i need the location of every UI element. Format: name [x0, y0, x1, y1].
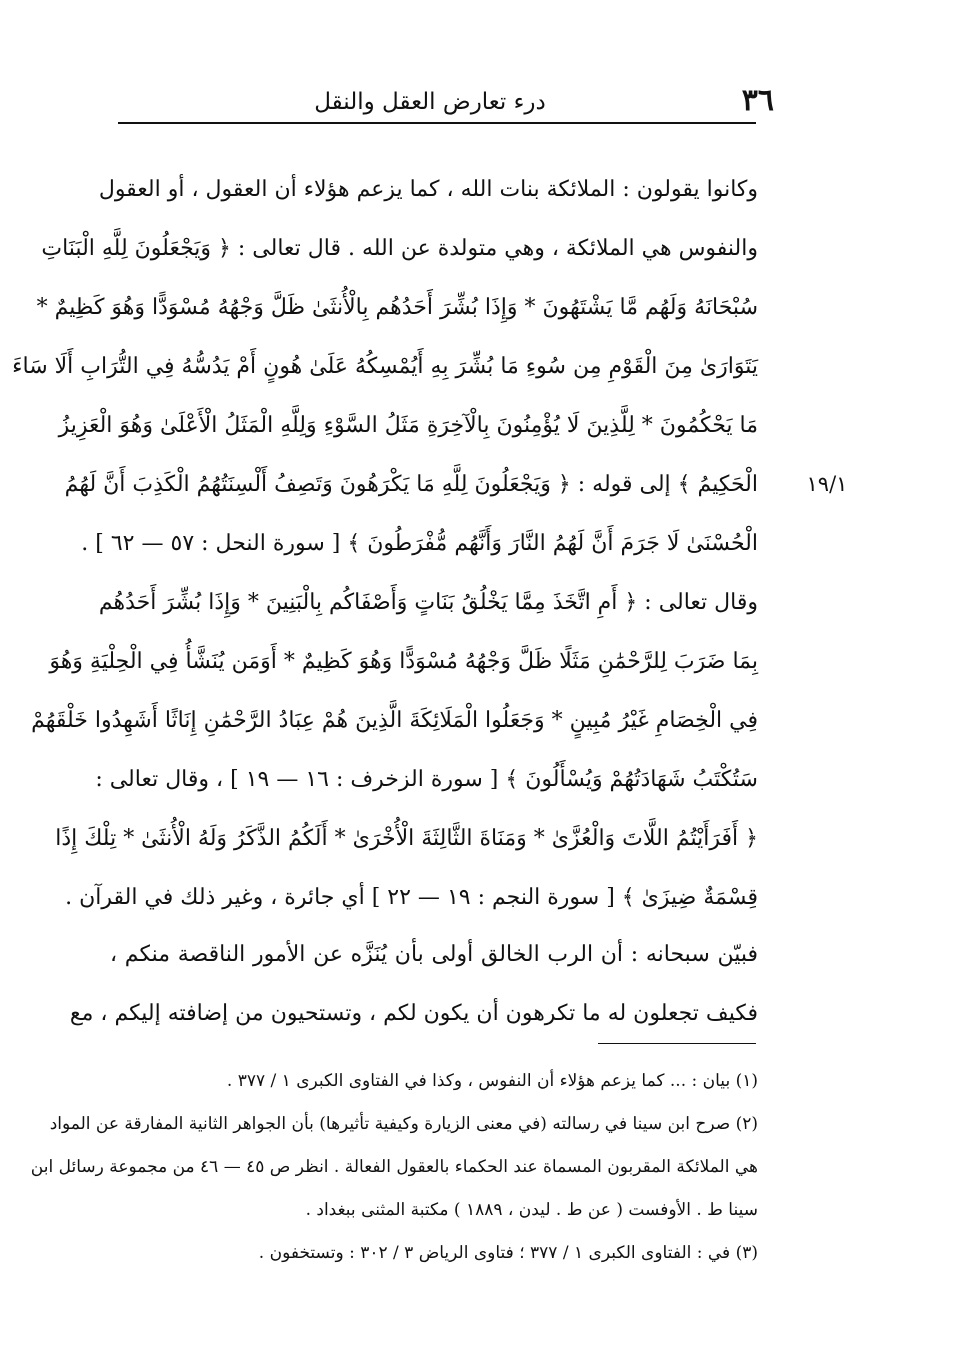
text-line: فكيف تجعلون له ما تكرهون أن يكون لكم ، وتستحيون من إضافته إليكم ، مع	[69, 1001, 758, 1026]
text-line: الْحَكِيمُ ﴾ إلى قوله : ﴿ وَيَجْعَلُونَ لِلَّهِ مَا يَكْرَهُونَ وَتَصِفُ أَلْسِنَتُهُمُ الْكَذِبَ أَنَّ لَهُمُ	[64, 472, 758, 497]
footnote-line: (٢) صرح ابن سينا في رسالته (في معنى الزيارة وكيفية تأثيرها) بأن الجواهر الثانية المفارقة عن المواد	[49, 1114, 758, 1134]
text-line: مَا يَحْكُمُونَ * لِلَّذِينَ لَا يُؤْمِنُونَ بِالْآخِرَةِ مَثَلُ السَّوْءِ وَلِلَّهِ الْمَثَلُ الْأَعْلَىٰ وَهُوَ الْعَزِيزُ	[58, 413, 758, 438]
footnote-line: سينا ط . الأوفست ( عن ط . ليدن ، ١٨٨٩ ) مكتبة المثنى ببغداد .	[305, 1200, 758, 1220]
footnotes	[30, 1060, 758, 1275]
running-title: درء تعارض العقل والنقل	[314, 89, 546, 115]
text-line: ﴿ أَفَرَأَيْتُمُ اللَّاتَ وَالْعُزَّىٰ * وَمَنَاةَ الثَّالِثَةَ الْأُخْرَىٰ * أَلَكُمُ الذَّكَرُ وَلَهُ الْأُنثَىٰ * تِلْكَ إِذًا	[55, 826, 758, 851]
text-line: سَتُكْتَبُ شَهَادَتُهُمْ وَيُسْأَلُونَ ﴾ [ سورة الزخرف : ١٦ — ١٩ ] ، وقال تعالى :	[95, 767, 758, 792]
text-line: فِي الْخِصَامِ غَيْرُ مُبِينٍ * وَجَعَلُوا الْمَلَائِكَةَ الَّذِينَ هُمْ عِبَادُ الرَّحْمَٰنِ إِنَاثًا أَشَهِدُوا خَلْقَهُمْ	[31, 708, 758, 733]
text-line: قِسْمَةٌ ضِيزَىٰ ﴾ [ سورة النجم : ١٩ — ٢٢ ] أي جائرة ، وغير ذلك في القرآن .	[65, 885, 758, 910]
main-paragraph	[12, 160, 758, 927]
text-line: وقال تعالى : ﴿ أَمِ اتَّخَذَ مِمَّا يَخْلُقُ بَنَاتٍ وَأَصْفَاكُم بِالْبَنِينَ * وَإِذَا بُشِّرَ أَحَدُهُم	[98, 590, 758, 615]
text-line: فبيّن سبحانه : أن الرب الخالق أولى بأن يُنَزَّه عن الأمور الناقصة منكم ،	[110, 942, 758, 967]
page-number: ٣٦	[741, 83, 774, 118]
text-line: والنفوس هي الملائكة ، وهي متولدة عن الله . قال تعالى : ﴿ وَيَجْعَلُونَ لِلَّهِ الْبَنَاتِ	[41, 236, 758, 261]
text-line: يَتَوَارَىٰ مِنَ الْقَوْمِ مِن سُوءِ مَا بُشِّرَ بِهِ أَيُمْسِكُهُ عَلَىٰ هُونٍ أَمْ يَدُسُّهُ فِي التُّرَابِ أَلَا سَاءَ	[12, 354, 758, 379]
text-line: سُبْحَانَهُ وَلَهُم مَّا يَشْتَهُونَ * وَإِذَا بُشِّرَ أَحَدُهُم بِالْأُنثَىٰ ظَلَّ وَجْهُهُ مُسْوَدًّا وَهُوَ كَظِيمٌ *	[36, 295, 758, 320]
footnote-line: هي الملائكة المقربون المسماة عند الحكماء بالعقول الفعالة . انظر ص ٤٥ — ٤٦ من مجموعة رسائل ابن	[30, 1157, 758, 1177]
second-paragraph	[69, 925, 758, 1043]
header-rule	[118, 122, 756, 124]
footnote-line: (١) بيان : ... كما يزعم هؤلاء أن النفوس ، وكذا في الفتاوى الكبرى ١ / ٣٧٧ .	[226, 1071, 758, 1091]
footnote-line: (٣) في : الفتاوى الكبرى ١ / ٣٧٧ ؛ فتاوى الرياض ٣ / ٣٠٢ : وتستخفون .	[258, 1243, 758, 1263]
text-line: وكانوا يقولون : الملائكة بنات الله ، كما يزعم هؤلاء أن العقول ، أو العقول	[98, 177, 758, 202]
footnote-separator	[598, 1043, 756, 1044]
text-line: الْحُسْنَىٰ لَا جَرَمَ أَنَّ لَهُمُ النَّارَ وَأَنَّهُم مُّفْرَطُونَ ﴾ [ سورة النحل : ٥٧ — ٦٢ ] .	[81, 531, 758, 556]
text-line: بِمَا ضَرَبَ لِلرَّحْمَٰنِ مَثَلًا ظَلَّ وَجْهُهُ مُسْوَدًّا وَهُوَ كَظِيمٌ * أَوَمَن يُنَشَّأُ فِي الْحِلْيَةِ وَهُوَ	[49, 649, 758, 674]
margin-reference: ١٩/١	[806, 472, 848, 496]
